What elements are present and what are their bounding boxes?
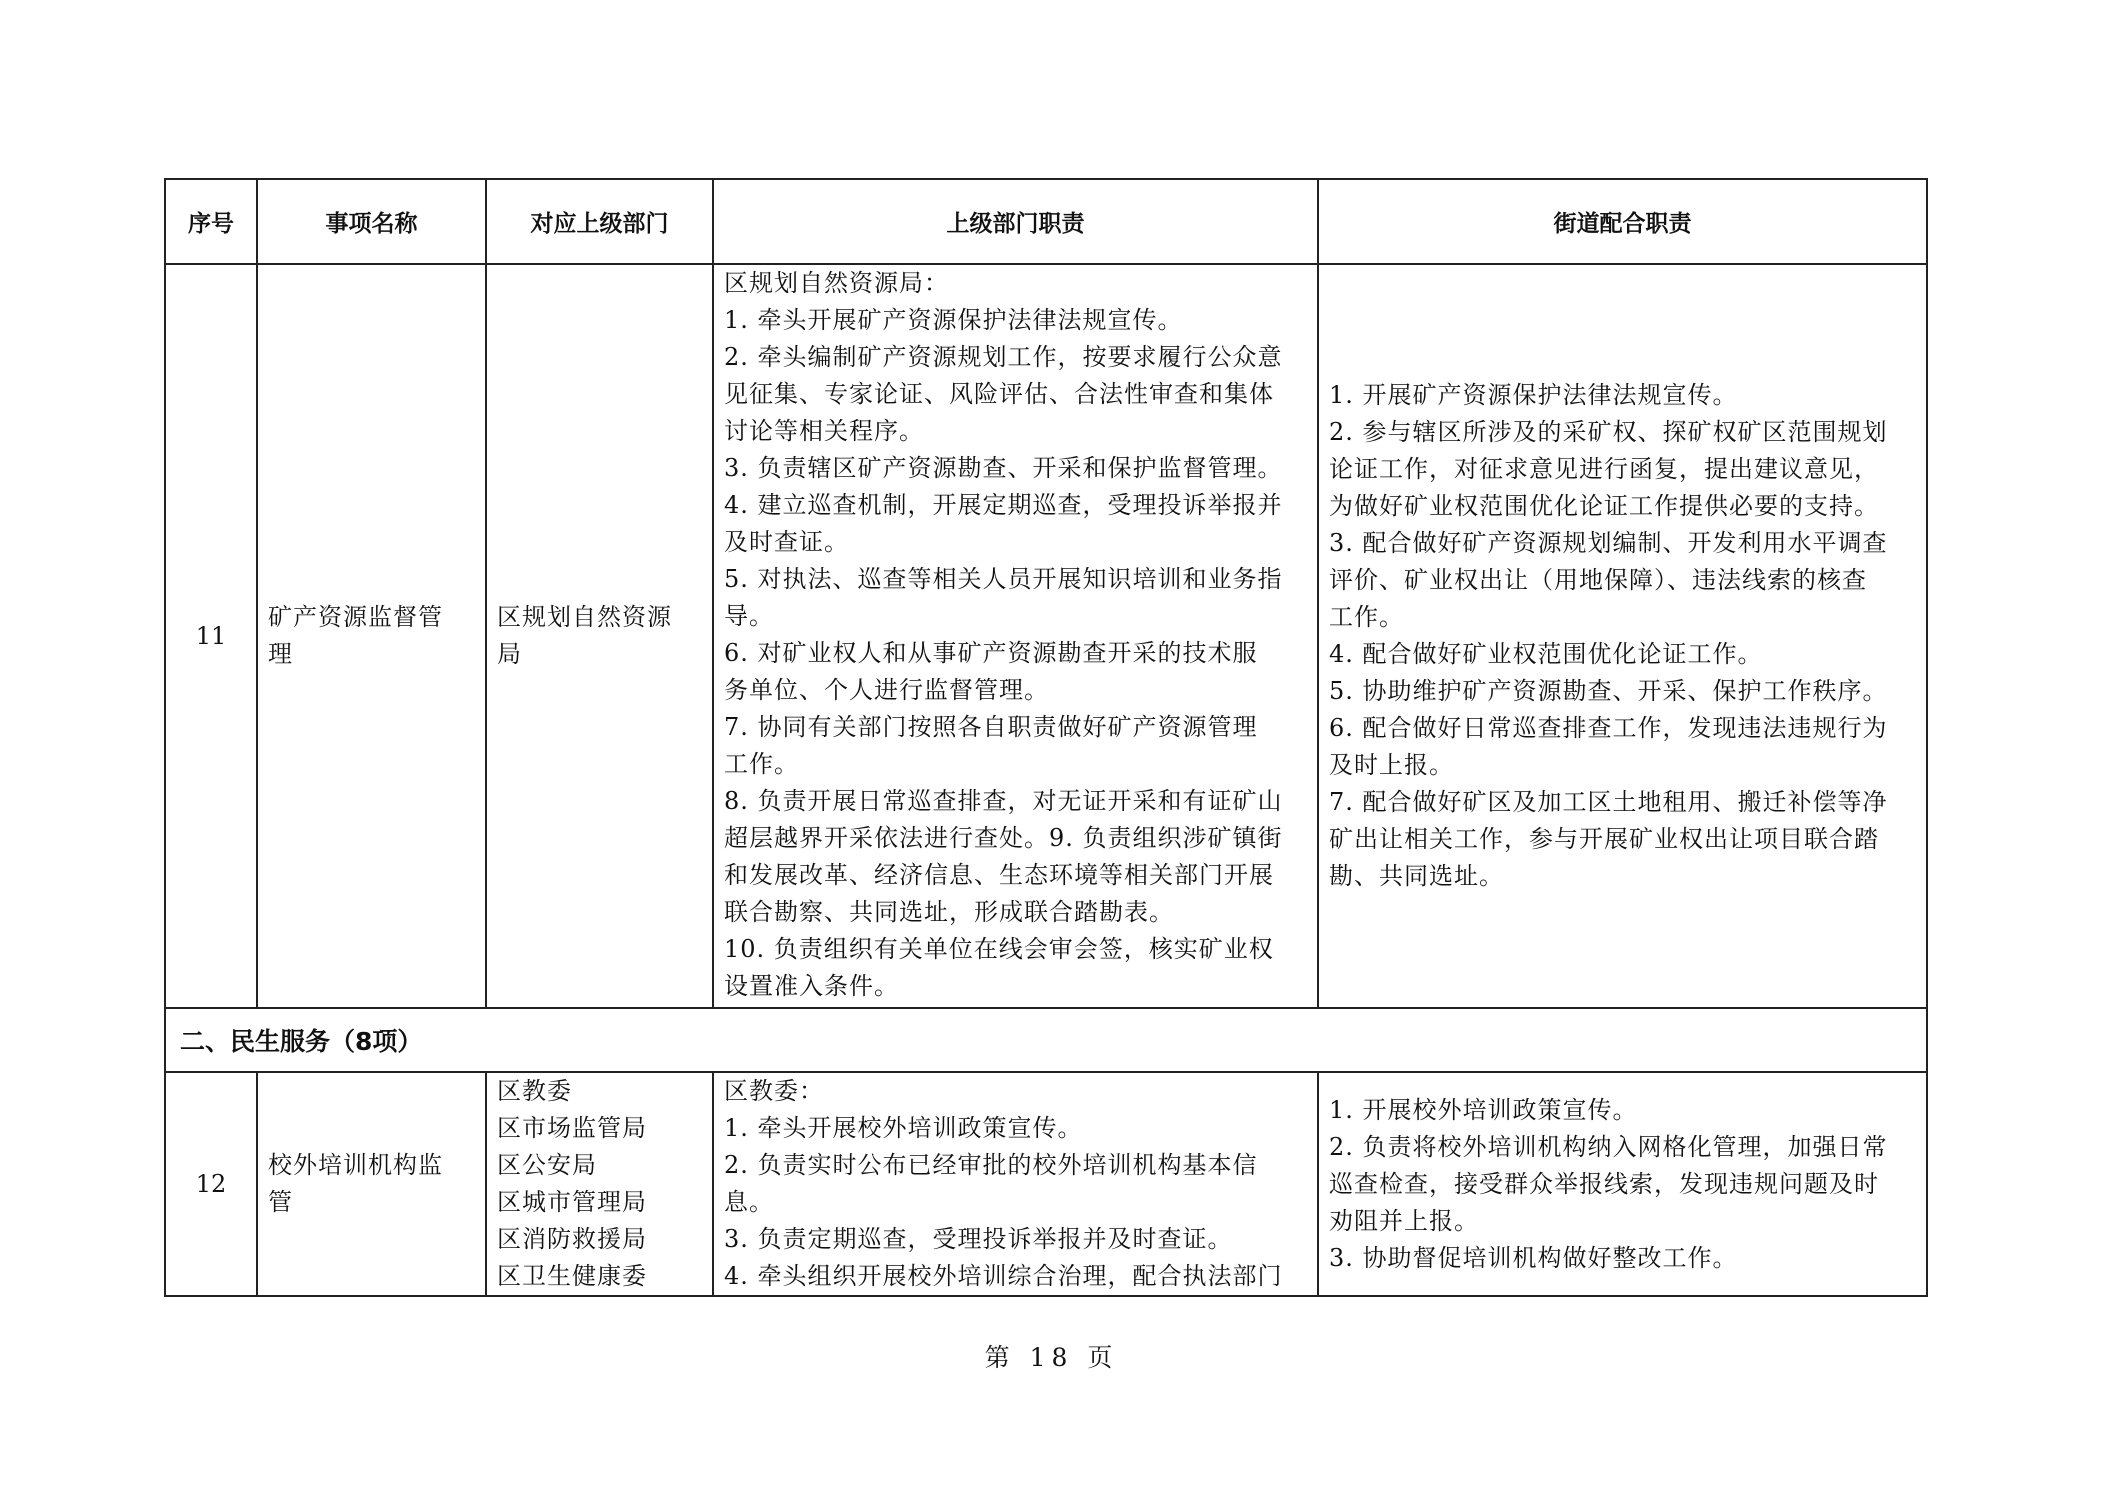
header-name: 事项名称	[257, 179, 486, 264]
duty-line: 评价、矿业权出让（用地保障）、违法线索的核查	[1329, 566, 1867, 594]
department-line: 区消防救援局	[497, 1225, 647, 1253]
duty-line: 讨论等相关程序。	[724, 417, 924, 445]
item-name-line: 校外培训机构监	[268, 1151, 443, 1179]
department-line: 局	[497, 640, 522, 668]
department	[486, 1072, 713, 1296]
duty-line: 务单位、个人进行监督管理。	[724, 676, 1049, 704]
duty-line: 7. 配合做好矿区及加工区土地租用、搬迁补偿等净	[1329, 788, 1888, 816]
duty-line: 和发展改革、经济信息、生态环境等相关部门开展	[724, 861, 1274, 889]
duties-table	[164, 178, 1928, 1297]
duty-line: 区教委：	[724, 1077, 824, 1105]
duty-line: 6. 对矿业权人和从事矿产资源勘查开采的技术服	[724, 639, 1258, 667]
page-number: 第 18 页	[984, 1343, 1119, 1372]
duty-line: 1. 牵头开展矿产资源保护法律法规宣传。	[724, 306, 1183, 334]
duty-line: 及时查证。	[724, 528, 849, 556]
department-line: 区城市管理局	[497, 1188, 647, 1216]
duty-line: 区规划自然资源局：	[724, 269, 949, 297]
duty-line: 3. 协助督促培训机构做好整改工作。	[1329, 1243, 1738, 1272]
department-line: 区卫生健康委	[497, 1262, 647, 1290]
duty-line: 工作。	[724, 750, 799, 778]
duty-line: 联合勘察、共同选址，形成联合踏勘表。	[724, 898, 1174, 926]
item-name-line: 理	[268, 640, 293, 668]
row-number: 11	[165, 264, 257, 1008]
duty-line: 为做好矿业权范围优化论证工作提供必要的支持。	[1329, 492, 1879, 520]
duty-line: 3. 负责定期巡查，受理投诉举报并及时查证。	[724, 1225, 1233, 1253]
duty-line: 2. 负责将校外培训机构纳入网格化管理，加强日常	[1329, 1132, 1888, 1161]
duty-line: 2. 负责实时公布已经审批的校外培训机构基本信	[724, 1151, 1258, 1179]
duty-line: 见征集、专家论证、风险评估、合法性审查和集体	[724, 380, 1274, 408]
duty-line: 4. 牵头组织开展校外培训综合治理，配合执法部门	[724, 1262, 1283, 1290]
section-title: 二、民生服务（8项）	[165, 1008, 1927, 1072]
item-name	[257, 264, 486, 1008]
department	[486, 264, 713, 1008]
table-header-row	[165, 179, 1927, 264]
duty-line: 矿出让相关工作，参与开展矿业权出让项目联合踏	[1329, 825, 1879, 853]
duty-line: 1. 牵头开展校外培训政策宣传。	[724, 1114, 1083, 1142]
duty-line: 4. 配合做好矿业权范围优化论证工作。	[1329, 640, 1763, 668]
street-duties	[1318, 1072, 1927, 1296]
superior-duties	[713, 1072, 1318, 1296]
row-number: 12	[165, 1072, 257, 1296]
table-row	[165, 1072, 1927, 1296]
street-duties	[1318, 264, 1927, 1008]
duty-line: 工作。	[1329, 603, 1404, 631]
duty-line: 5. 协助维护矿产资源勘查、开采、保护工作秩序。	[1329, 677, 1888, 705]
department-line: 区市场监管局	[497, 1114, 647, 1142]
duty-line: 勘、共同选址。	[1329, 862, 1504, 890]
item-name	[257, 1072, 486, 1296]
section-row	[165, 1008, 1927, 1072]
department-line: 区公安局	[497, 1151, 597, 1179]
duty-line: 3. 负责辖区矿产资源勘查、开采和保护监督管理。	[724, 454, 1283, 482]
duty-line: 导。	[724, 602, 774, 630]
duty-line: 7. 协同有关部门按照各自职责做好矿产资源管理	[724, 713, 1258, 741]
duty-line: 1. 开展矿产资源保护法律法规宣传。	[1329, 381, 1738, 409]
duty-line: 巡查检查，接受群众举报线索，发现违规问题及时	[1329, 1169, 1879, 1198]
item-name-line: 管	[268, 1188, 293, 1216]
duty-line: 设置准入条件。	[724, 972, 899, 1000]
item-name-line: 矿产资源监督管	[268, 603, 443, 631]
duty-line: 2. 牵头编制矿产资源规划工作，按要求履行公众意	[724, 343, 1283, 371]
superior-duties	[713, 264, 1318, 1008]
header-superior-duties: 上级部门职责	[713, 179, 1318, 264]
duty-line: 息。	[724, 1188, 774, 1216]
duty-line: 劝阻并上报。	[1329, 1206, 1479, 1235]
duty-line: 5. 对执法、巡查等相关人员开展知识培训和业务指	[724, 565, 1283, 593]
duty-line: 8. 负责开展日常巡查排查，对无证开采和有证矿山	[724, 787, 1283, 815]
duty-line: 4. 建立巡查机制，开展定期巡查，受理投诉举报并	[724, 491, 1283, 519]
header-no: 序号	[165, 179, 257, 264]
department-line: 区教委	[497, 1077, 572, 1105]
duty-line: 论证工作，对征求意见进行函复，提出建议意见，	[1329, 455, 1879, 483]
header-street-duties: 街道配合职责	[1318, 179, 1927, 264]
department-line: 区规划自然资源	[497, 603, 672, 631]
duty-line: 超层越界开采依法进行查处。9. 负责组织涉矿镇街	[724, 824, 1283, 852]
duty-line: 3. 配合做好矿产资源规划编制、开发利用水平调查	[1329, 529, 1888, 557]
duty-line: 2. 参与辖区所涉及的采矿权、探矿权矿区范围规划	[1329, 418, 1888, 446]
table-row	[165, 264, 1927, 1008]
header-dept: 对应上级部门	[486, 179, 713, 264]
duty-line: 1. 开展校外培训政策宣传。	[1329, 1095, 1638, 1124]
duty-line: 及时上报。	[1329, 751, 1454, 779]
duty-line: 10. 负责组织有关单位在线会审会签，核实矿业权	[724, 935, 1274, 963]
duty-line: 6. 配合做好日常巡查排查工作，发现违法违规行为	[1329, 714, 1888, 742]
